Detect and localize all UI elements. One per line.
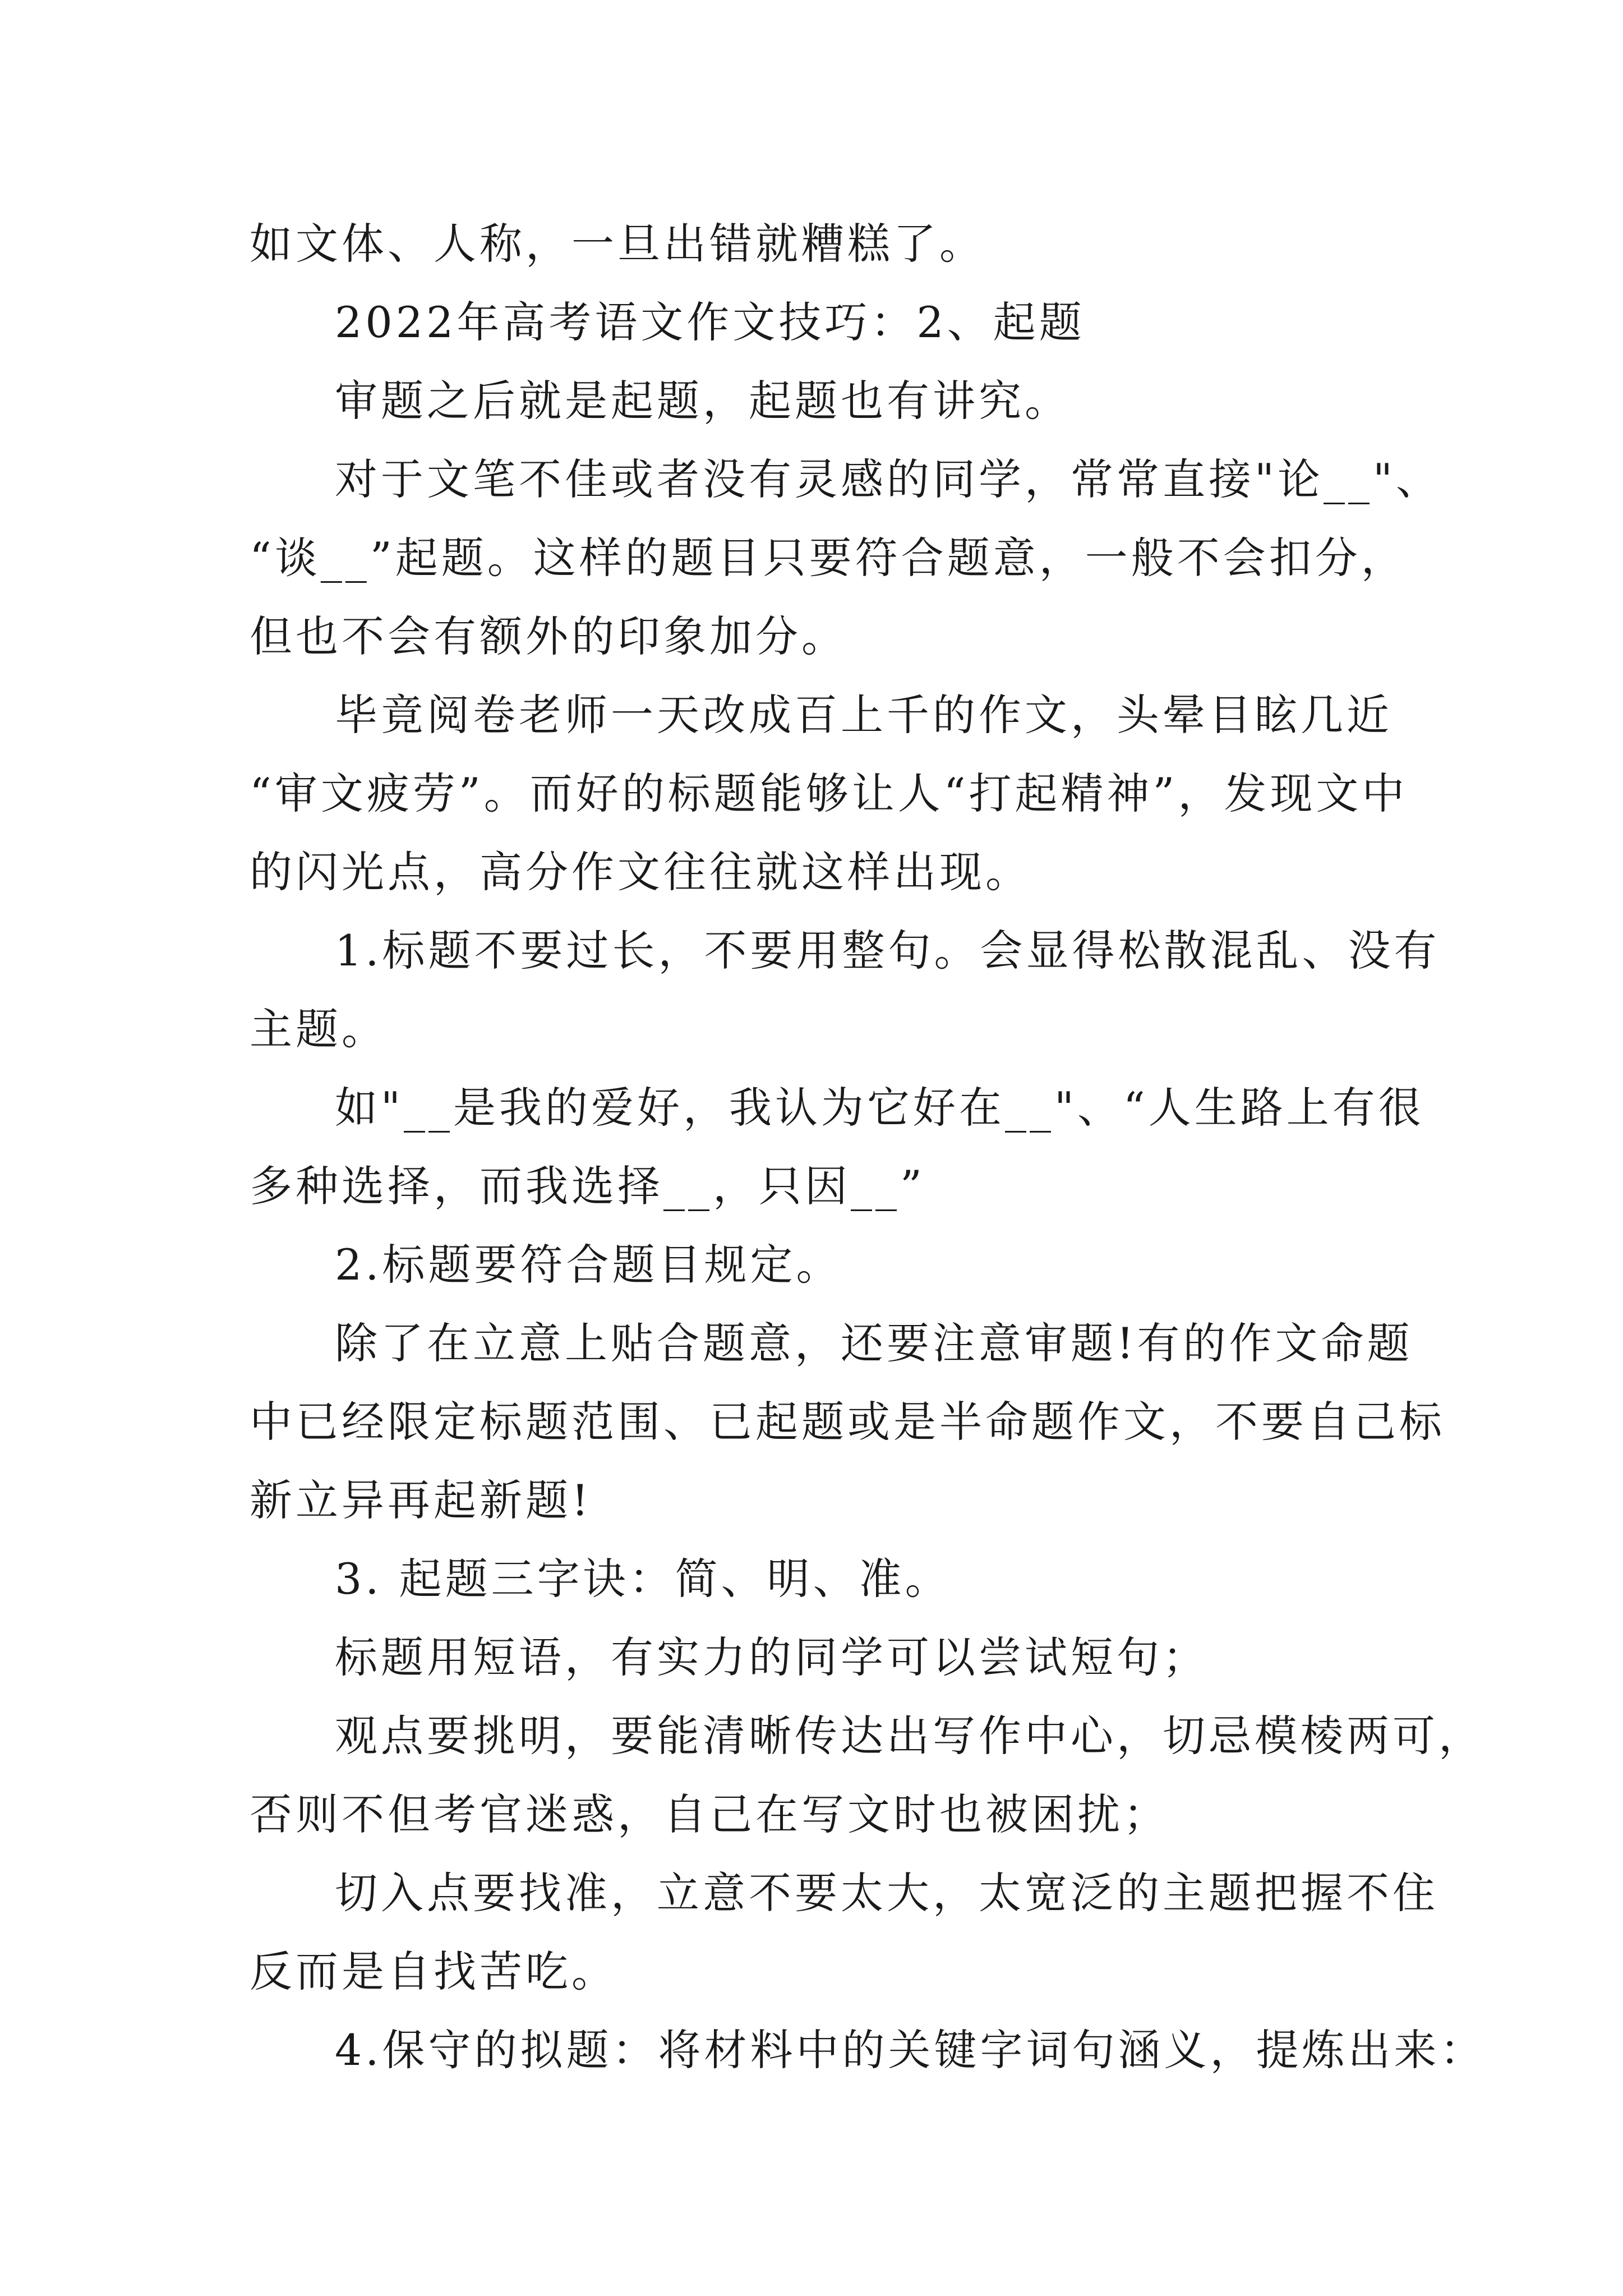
text-line: 主题。 bbox=[250, 1004, 388, 1054]
text-line: 的闪光点，高分作文往往就这样出现。 bbox=[250, 847, 1031, 897]
text-line: 多种选择，而我选择__，只因__” bbox=[250, 1161, 925, 1211]
text-line: 观点要挑明，要能清晰传达出写作中心，切忌模棱两可， bbox=[335, 1711, 1484, 1761]
text-line: 如"__是我的爱好，我认为它好在__"、“人生路上有很 bbox=[335, 1083, 1424, 1133]
document-body bbox=[250, 205, 1486, 2090]
text-line: 标题用短语，有实力的同学可以尝试短句； bbox=[335, 1632, 1209, 1682]
text-line: 对于文笔不佳或者没有灵感的同学，常常直接"论__"、 bbox=[335, 454, 1442, 504]
text-line: “谈__”起题。这样的题目只要符合题意，一般不会扣分， bbox=[250, 533, 1407, 583]
text-line: 1.标题不要过长，不要用整句。会显得松散混乱、没有 bbox=[335, 926, 1440, 976]
text-line: 如文体、人称，一旦出错就糟糕了。 bbox=[250, 219, 985, 269]
text-line: 4.保守的拟题：将材料中的关键字词句涵义，提炼出来： bbox=[335, 2025, 1486, 2075]
text-line: 反而是自找苦吃。 bbox=[250, 1947, 617, 1996]
text-line: 审题之后就是起题，起题也有讲究。 bbox=[335, 376, 1071, 426]
text-line: 新立异再起新题! bbox=[250, 1475, 592, 1525]
text-line: 切入点要找准，立意不要太大，太宽泛的主题把握不住 bbox=[335, 1868, 1438, 1918]
text-line: 中已经限定标题范围、已起题或是半命题作文，不要自己标 bbox=[250, 1397, 1445, 1447]
text-line: 2.标题要符合题目规定。 bbox=[335, 1240, 842, 1290]
text-line: 3. 起题三字诀：简、明、准。 bbox=[335, 1554, 951, 1604]
text-line: 但也不会有额外的印象加分。 bbox=[250, 611, 847, 661]
text-line: 否则不但考官迷惑，自己在写文时也被困扰； bbox=[250, 1789, 1169, 1839]
text-line: 2022年高考语文作文技巧：2、起题 bbox=[335, 297, 1085, 347]
text-line: 除了在立意上贴合题意，还要注意审题!有的作文命题 bbox=[335, 1318, 1413, 1368]
text-line: 毕竟阅卷老师一天改成百上千的作文，头晕目眩几近 bbox=[335, 690, 1393, 740]
text-line: “审文疲劳”。而好的标题能够让人“打起精神”，发现文中 bbox=[250, 769, 1408, 818]
